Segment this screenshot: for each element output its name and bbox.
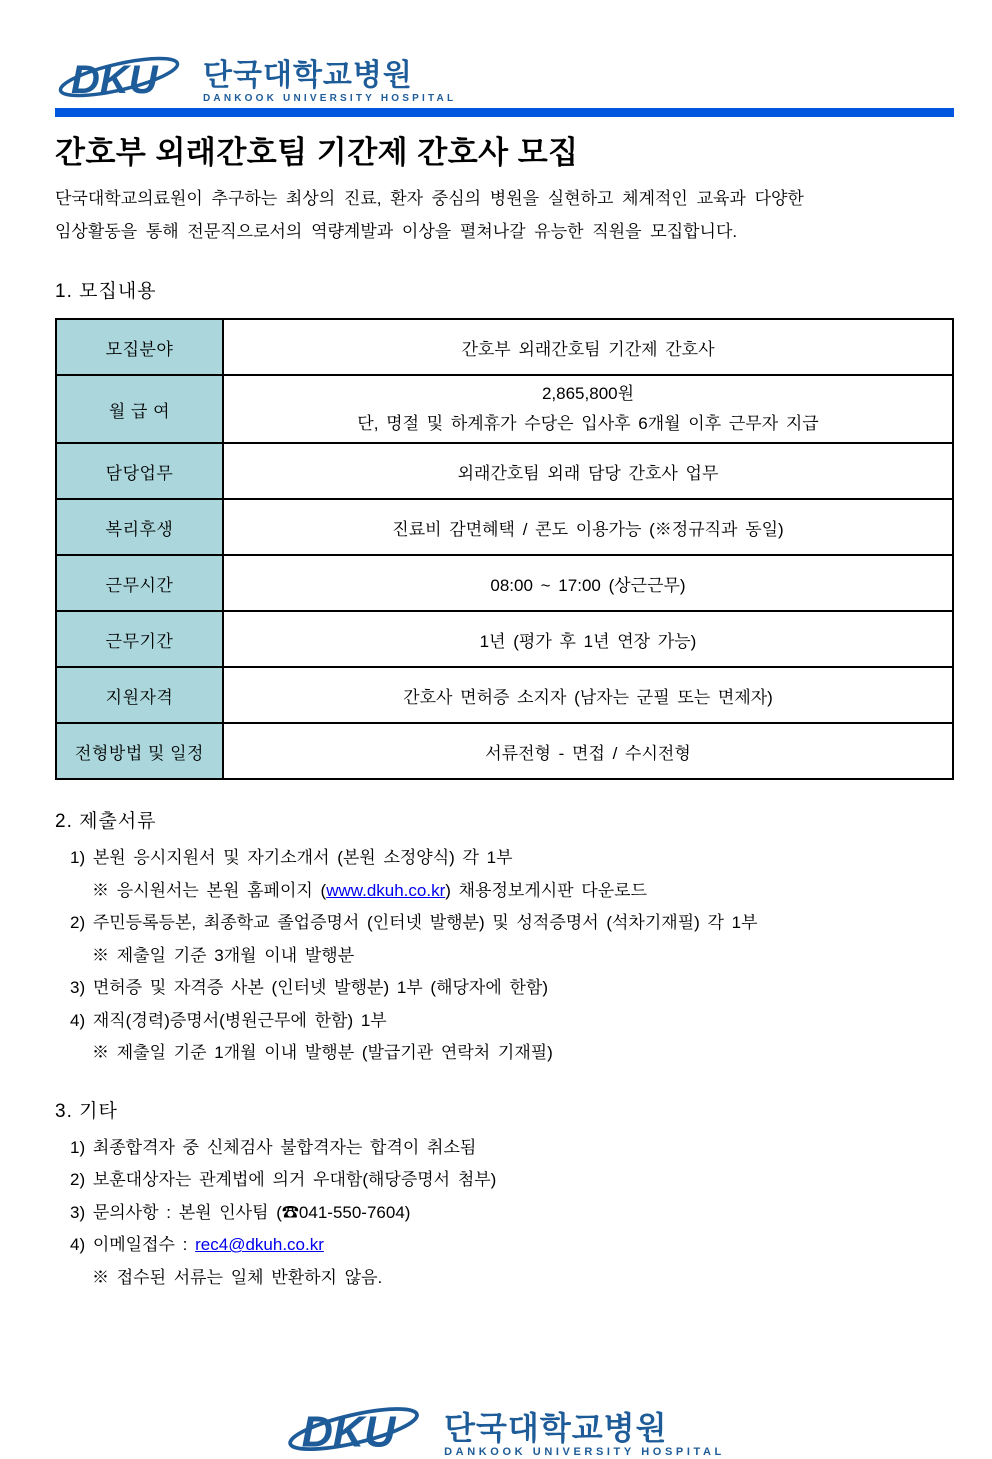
row-label-salary: 월 급 여 bbox=[56, 375, 223, 443]
section-heading-documents: 2. 제출서류 bbox=[55, 811, 157, 832]
recruit-table bbox=[55, 318, 954, 780]
intro-paragraph bbox=[55, 182, 954, 248]
footer bbox=[55, 1402, 954, 1459]
documents-item-1: 1) 본원 응시지원서 및 자기소개서 (본원 소정양식) 각 1부 bbox=[70, 848, 513, 867]
documents-item-4: 4) 재직(경력)증명서(병원근무에 한함) 1부 bbox=[70, 1010, 387, 1030]
row-value-duty: 외래간호팀 외래 담당 간호사 업무 bbox=[223, 443, 953, 499]
footer-hospital-name-korean: 단국대학교병원 bbox=[444, 1410, 668, 1446]
header-logo bbox=[55, 52, 954, 105]
table-row-hours bbox=[56, 555, 953, 611]
table-row-salary bbox=[56, 375, 953, 443]
table-row-qualification bbox=[56, 667, 953, 723]
dku-logo-text: DKU bbox=[301, 1408, 396, 1457]
dku-logo-icon bbox=[55, 52, 193, 105]
row-value-welfare: 진료비 감면혜택 / 콘도 이용가능 (※정규직과 동일) bbox=[223, 499, 953, 555]
row-label-hours: 근무시간 bbox=[56, 555, 223, 611]
hospital-name-english: DANKOOK UNIVERSITY HOSPITAL bbox=[203, 93, 457, 104]
etc-item-1: 1) 최종합격자 중 신체검사 불합격자는 합격이 취소됨 bbox=[70, 1137, 477, 1157]
hospital-name bbox=[203, 61, 456, 105]
table-row-process bbox=[56, 723, 953, 779]
intro-line-2: 임상활동을 통해 전문직으로서의 역량계발과 이상을 펼쳐나갈 유능한 직원을 모집합니다. bbox=[55, 222, 738, 241]
etc-item-2: 2) 보훈대상자는 관계법에 의거 우대함(해당증명서 첨부) bbox=[70, 1170, 497, 1189]
table-row-field bbox=[56, 319, 953, 375]
table-row-duty bbox=[56, 443, 953, 499]
etc-note: ※ 접수된 서류는 일체 반환하지 않음. bbox=[92, 1267, 383, 1287]
etc-list bbox=[55, 1132, 954, 1295]
row-label-duty: 담당업무 bbox=[56, 443, 223, 499]
salary-condition: 단, 명절 및 하계휴가 수당은 입사후 6개월 이후 근무자 지급 bbox=[357, 414, 819, 433]
footer-hospital-name-english: DANKOOK UNIVERSITY HOSPITAL bbox=[444, 1446, 725, 1458]
documents-note-1 bbox=[92, 875, 954, 908]
page-title: 간호부 외래간호팀 기간제 간호사 모집 bbox=[55, 135, 579, 170]
row-value-period: 1년 (평가 후 1년 연장 가능) bbox=[223, 611, 953, 667]
row-label-process: 전형방법 및 일정 bbox=[56, 723, 223, 779]
footer-hospital-name bbox=[444, 1412, 725, 1459]
etc-item-3: 3) 문의사항 : 본원 인사팀 (☎041-550-7604) bbox=[70, 1202, 411, 1222]
table-row-period bbox=[56, 611, 953, 667]
documents-note-1-suffix: ) 채용정보게시판 다운로드 bbox=[445, 880, 647, 900]
homepage-link[interactable]: www.dkuh.co.kr bbox=[326, 880, 446, 900]
row-value-hours: 08:00 ~ 17:00 (상근근무) bbox=[223, 555, 953, 611]
documents-note-4: ※ 제출일 기준 1개월 이내 발행분 (발급기관 연락처 기재필) bbox=[92, 1043, 553, 1062]
table-row-welfare bbox=[56, 499, 953, 555]
documents-note-1-prefix: ※ 응시원서는 본원 홈페이지 ( bbox=[92, 880, 327, 900]
intro-line-1: 단국대학교의료원이 추구하는 최상의 진료, 환자 중심의 병원을 실현하고 체계적인 교육과 다양한 bbox=[55, 189, 804, 208]
hospital-name-korean: 단국대학교병원 bbox=[203, 59, 413, 92]
row-label-qualification: 지원자격 bbox=[56, 667, 223, 723]
dku-logo-text: DKU bbox=[71, 58, 158, 102]
row-label-welfare: 복리후생 bbox=[56, 499, 223, 555]
row-value-qualification: 간호사 면허증 소지자 (남자는 군필 또는 면제자) bbox=[223, 667, 953, 723]
documents-note-2: ※ 제출일 기준 3개월 이내 발행분 bbox=[92, 945, 355, 965]
row-value-process: 서류전형 - 면접 / 수시전형 bbox=[223, 723, 953, 779]
header-divider-bar bbox=[55, 108, 954, 117]
salary-amount: 2,865,800원 bbox=[541, 384, 635, 403]
row-value-field: 간호부 외래간호팀 기간제 간호사 bbox=[223, 319, 953, 375]
dku-logo-icon bbox=[284, 1402, 434, 1459]
row-label-field: 모집분야 bbox=[56, 319, 223, 375]
documents-list bbox=[55, 842, 954, 1070]
row-value-salary bbox=[223, 375, 953, 443]
etc-item-4-prefix: 4) 이메일접수 : bbox=[70, 1235, 196, 1254]
section-heading-etc: 3. 기타 bbox=[55, 1100, 118, 1122]
email-link[interactable]: rec4@dkuh.co.kr bbox=[195, 1235, 324, 1254]
footer-logo bbox=[284, 1402, 725, 1459]
documents-item-3: 3) 면허증 및 자격증 사본 (인터넷 발행분) 1부 (해당자에 한함) bbox=[70, 978, 549, 997]
row-label-period: 근무기간 bbox=[56, 611, 223, 667]
documents-item-2: 2) 주민등록등본, 최종학교 졸업증명서 (인터넷 발행분) 및 성적증명서 (석차기재필) 각 1부 bbox=[70, 913, 758, 932]
etc-item-4 bbox=[70, 1229, 954, 1262]
section-heading-recruit: 1. 모집내용 bbox=[55, 281, 157, 302]
